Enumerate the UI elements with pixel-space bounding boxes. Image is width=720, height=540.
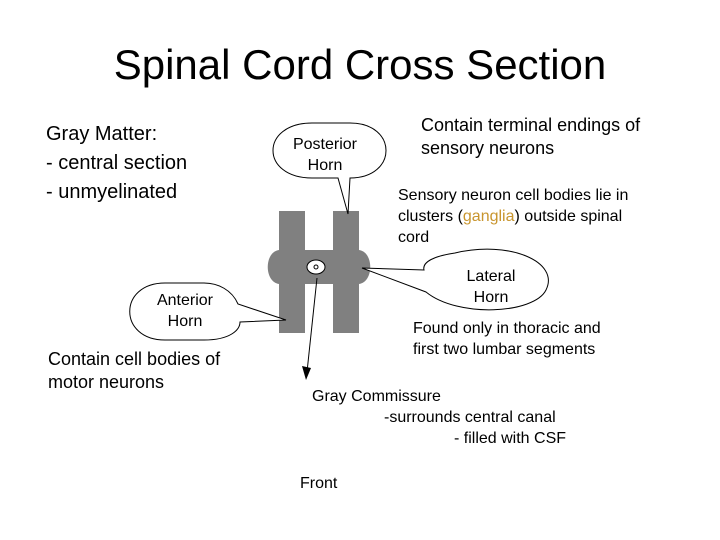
anterior-note-line2: motor neurons bbox=[48, 372, 165, 392]
lateral-horn-label-line1: Lateral bbox=[466, 268, 516, 285]
gray-commissure-note bbox=[312, 386, 566, 449]
sensory-neuron-note bbox=[398, 185, 628, 248]
posterior-horn-label-line2: Horn bbox=[307, 157, 343, 174]
anterior-horn-label bbox=[140, 290, 230, 332]
lateral-horn-note bbox=[413, 318, 601, 360]
sensory-note-line3: cord bbox=[398, 229, 430, 246]
gray-matter-line-central: - central section bbox=[46, 152, 188, 174]
ganglia-highlight: ganglia bbox=[462, 208, 515, 225]
sensory-note-line2 bbox=[398, 206, 628, 227]
slide-title: Spinal Cord Cross Section bbox=[113, 41, 607, 88]
gray-commissure-line2: -surrounds central canal bbox=[384, 409, 556, 426]
gray-matter-heading: Gray Matter: bbox=[46, 123, 158, 145]
posterior-horn-label bbox=[280, 134, 370, 176]
lateral-horn-label bbox=[446, 266, 536, 308]
posterior-horn-note bbox=[421, 114, 640, 160]
posterior-note-line1: Contain terminal endings of bbox=[421, 115, 641, 135]
gray-matter-line-unmyelinated: - unmyelinated bbox=[46, 181, 178, 203]
left-lateral-bulge bbox=[268, 250, 279, 284]
anterior-horn-label-line1: Anterior bbox=[156, 292, 214, 309]
gray-commissure-line1: Gray Commissure bbox=[312, 388, 441, 405]
front-label: Front bbox=[300, 475, 338, 492]
gray-commissure-line3: - filled with CSF bbox=[454, 430, 567, 447]
sensory-note-line2-pre: clusters ( bbox=[398, 208, 463, 225]
anterior-note-line1: Contain cell bodies of bbox=[48, 349, 221, 369]
commissure-arrow-head bbox=[302, 366, 311, 380]
anterior-horn-label-line2: Horn bbox=[167, 313, 203, 330]
lateral-note-line1: Found only in thoracic and bbox=[413, 320, 601, 337]
lateral-note-line2: first two lumbar segments bbox=[413, 341, 596, 358]
posterior-note-line2: sensory neurons bbox=[421, 138, 555, 158]
commissure-arrow-line bbox=[307, 278, 317, 372]
right-lateral-bulge bbox=[359, 250, 370, 284]
sensory-note-line2-post: ) outside spinal bbox=[514, 208, 623, 225]
sensory-note-line1: Sensory neuron cell bodies lie in bbox=[398, 187, 629, 204]
anterior-horn-note bbox=[48, 348, 220, 394]
posterior-horn-label-line1: Posterior bbox=[292, 136, 358, 153]
lateral-horn-label-line2: Horn bbox=[473, 289, 509, 306]
central-canal bbox=[307, 260, 325, 274]
